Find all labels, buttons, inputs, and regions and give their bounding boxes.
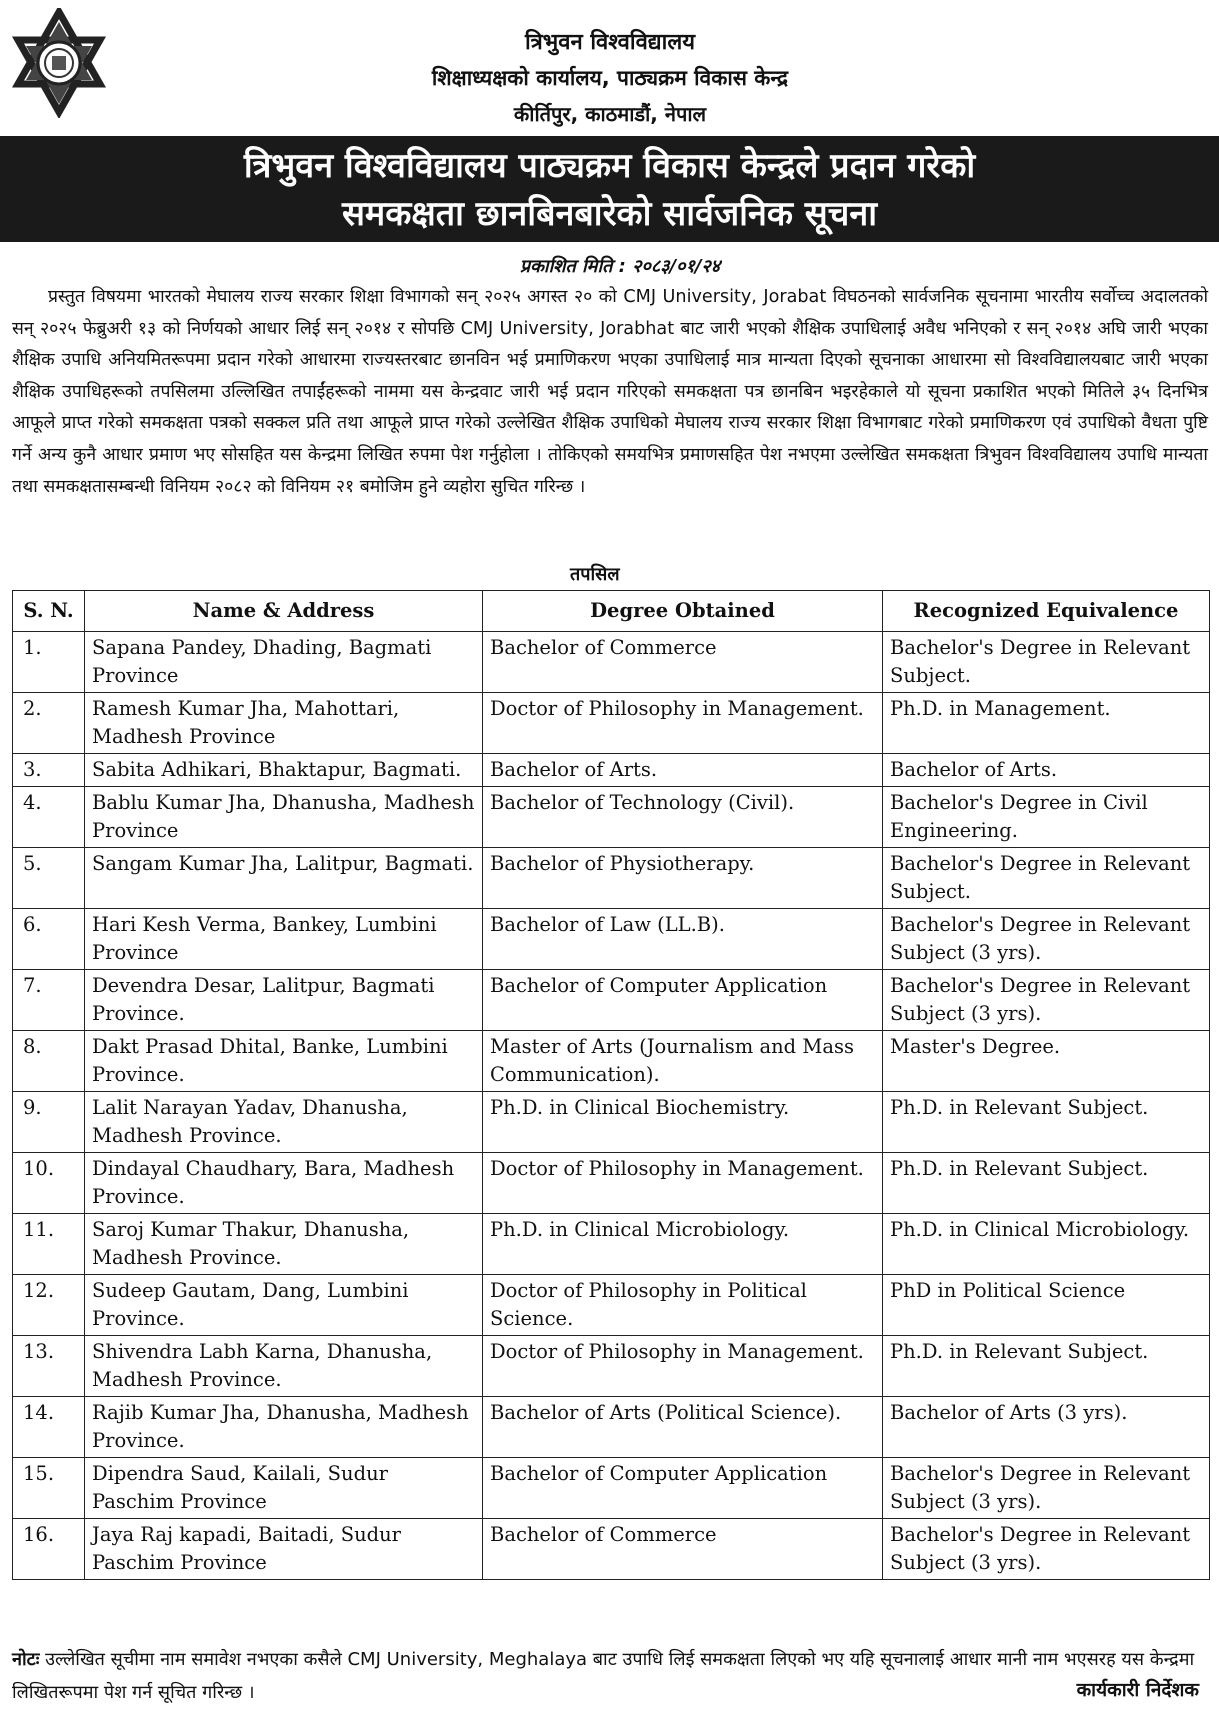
table-row — [13, 1397, 1210, 1458]
row-name-address: Shivendra Labh Karna, Dhanusha, Madhesh Province. — [85, 1336, 483, 1397]
row-name-address: Dindayal Chaudhary, Bara, Madhesh Province. — [85, 1153, 483, 1214]
row-degree: Doctor of Philosophy in Political Science. — [483, 1275, 883, 1336]
table-row — [13, 848, 1210, 909]
table-row — [13, 787, 1210, 848]
column-header-degree: Degree Obtained — [483, 591, 883, 632]
row-serial: 2. — [13, 693, 85, 754]
row-equivalence: Master's Degree. — [883, 1031, 1210, 1092]
table-row — [13, 970, 1210, 1031]
row-serial: 16. — [13, 1519, 85, 1580]
row-equivalence: Bachelor's Degree in Relevant Subject (3 yrs). — [883, 1458, 1210, 1519]
university-name: त्रिभुवन विश्वविद्यालय — [524, 30, 696, 55]
table-row — [13, 1092, 1210, 1153]
column-header-name: Name & Address — [85, 591, 483, 632]
table-row — [13, 909, 1210, 970]
row-serial: 14. — [13, 1397, 85, 1458]
row-degree: Bachelor of Arts (Political Science). — [483, 1397, 883, 1458]
row-degree: Doctor of Philosophy in Management. — [483, 1153, 883, 1214]
row-equivalence: Ph.D. in Clinical Microbiology. — [883, 1214, 1210, 1275]
row-equivalence: Bachelor of Arts. — [883, 754, 1210, 787]
row-name-address: Sapana Pandey, Dhading, Bagmati Province — [85, 632, 483, 693]
table-header-row — [13, 591, 1210, 632]
row-name-address: Sudeep Gautam, Dang, Lumbini Province. — [85, 1275, 483, 1336]
footnote-text: उल्लेखित सूचीमा नाम समावेश नभएका कसैले CMJ University, Meghalaya बाट उपाधि लिई समकक्षता लिएको भए यहि सूचनालाई आधार मानी नाम भएसरह यस केन्द्रमा लिखितरूपमा पेश गर्न सूचित गरिन्छ । — [12, 1649, 1195, 1703]
row-degree: Bachelor of Computer Application — [483, 1458, 883, 1519]
table-row — [13, 693, 1210, 754]
row-name-address: Devendra Desar, Lalitpur, Bagmati Province. — [85, 970, 483, 1031]
row-degree: Bachelor of Commerce — [483, 1519, 883, 1580]
row-equivalence: Bachelor's Degree in Relevant Subject (3 yrs). — [883, 970, 1210, 1031]
row-serial: 8. — [13, 1031, 85, 1092]
row-name-address: Dakt Prasad Dhital, Banke, Lumbini Province. — [85, 1031, 483, 1092]
row-serial: 13. — [13, 1336, 85, 1397]
row-name-address: Sangam Kumar Jha, Lalitpur, Bagmati. — [85, 848, 483, 909]
table-row — [13, 1031, 1210, 1092]
row-name-address: Hari Kesh Verma, Bankey, Lumbini Province — [85, 909, 483, 970]
table-row — [13, 1214, 1210, 1275]
row-equivalence: Bachelor's Degree in Relevant Subject (3 yrs). — [883, 1519, 1210, 1580]
row-degree: Bachelor of Law (LL.B). — [483, 909, 883, 970]
row-name-address: Jaya Raj kapadi, Baitadi, Sudur Paschim Province — [85, 1519, 483, 1580]
row-name-address: Saroj Kumar Thakur, Dhanusha, Madhesh Province. — [85, 1214, 483, 1275]
row-serial: 7. — [13, 970, 85, 1031]
equivalence-table — [12, 590, 1210, 1580]
row-degree: Bachelor of Computer Application — [483, 970, 883, 1031]
row-serial: 12. — [13, 1275, 85, 1336]
row-equivalence: Ph.D. in Relevant Subject. — [883, 1092, 1210, 1153]
row-name-address: Lalit Narayan Yadav, Dhanusha, Madhesh Province. — [85, 1092, 483, 1153]
table-row — [13, 1336, 1210, 1397]
row-degree: Bachelor of Physiotherapy. — [483, 848, 883, 909]
schedule-heading: तपसिल — [570, 564, 620, 585]
row-degree: Doctor of Philosophy in Management. — [483, 1336, 883, 1397]
row-equivalence: Bachelor's Degree in Civil Engineering. — [883, 787, 1210, 848]
row-serial: 9. — [13, 1092, 85, 1153]
row-equivalence: Bachelor's Degree in Relevant Subject (3 yrs). — [883, 909, 1210, 970]
row-serial: 15. — [13, 1458, 85, 1519]
published-date: प्रकाशित मिति : २०८३/०१/२४ — [519, 256, 721, 277]
row-degree: Doctor of Philosophy in Management. — [483, 693, 883, 754]
signatory-title: कार्यकारी निर्देशक — [1076, 1679, 1199, 1701]
row-serial: 1. — [13, 632, 85, 693]
table-row — [13, 1153, 1210, 1214]
row-equivalence: PhD in Political Science — [883, 1275, 1210, 1336]
table-row — [13, 632, 1210, 693]
row-name-address: Rajib Kumar Jha, Dhanusha, Madhesh Province. — [85, 1397, 483, 1458]
notice-title-line2: समकक्षता छानबिनबारेको सार्वजनिक सूचना — [341, 194, 878, 234]
row-equivalence: Bachelor's Degree in Relevant Subject. — [883, 632, 1210, 693]
notice-title-banner — [0, 136, 1219, 242]
row-equivalence: Ph.D. in Relevant Subject. — [883, 1336, 1210, 1397]
row-equivalence: Ph.D. in Management. — [883, 693, 1210, 754]
notice-title-line1: त्रिभुवन विश्वविद्यालय पाठ्यक्रम विकास केन्द्रले प्रदान गरेको — [243, 146, 976, 186]
row-equivalence: Bachelor's Degree in Relevant Subject. — [883, 848, 1210, 909]
row-serial: 6. — [13, 909, 85, 970]
row-degree: Bachelor of Commerce — [483, 632, 883, 693]
row-degree: Ph.D. in Clinical Biochemistry. — [483, 1092, 883, 1153]
row-serial: 11. — [13, 1214, 85, 1275]
row-name-address: Dipendra Saud, Kailali, Sudur Paschim Province — [85, 1458, 483, 1519]
row-serial: 3. — [13, 754, 85, 787]
table-row — [13, 1275, 1210, 1336]
footnote — [12, 1643, 1208, 1709]
row-serial: 5. — [13, 848, 85, 909]
row-name-address: Ramesh Kumar Jha, Mahottari, Madhesh Province — [85, 693, 483, 754]
table-row — [13, 754, 1210, 787]
office-name: शिक्षाध्यक्षको कार्यालय, पाठ्यक्रम विकास केन्द्र — [431, 66, 789, 90]
row-degree: Ph.D. in Clinical Microbiology. — [483, 1214, 883, 1275]
row-name-address: Bablu Kumar Jha, Dhanusha, Madhesh Province — [85, 787, 483, 848]
row-degree: Master of Arts (Journalism and Mass Communication). — [483, 1031, 883, 1092]
row-degree: Bachelor of Technology (Civil). — [483, 787, 883, 848]
row-equivalence: Bachelor of Arts (3 yrs). — [883, 1397, 1210, 1458]
row-name-address: Sabita Adhikari, Bhaktapur, Bagmati. — [85, 754, 483, 787]
column-header-equivalence: Recognized Equivalence — [883, 591, 1210, 632]
row-serial: 4. — [13, 787, 85, 848]
notice-body: प्रस्तुत विषयमा भारतको मेघालय राज्य सरकार शिक्षा विभागको सन् २०२५ अगस्त २० को CMJ University, Jorabat विघठनको सार्वजनिक सूचनामा भारतीय सर्वोच्च अदालतको सन् २०२५ फेब्रुअरी १३ को निर्णयको आधार लिई सन् २०१४ र सोपछि CMJ University, Jorabhat बाट जारी भएको शैक्षिक उपाधिलाई अवैध भनिएको र सन् २०१४ अघि जारी भएका शैक्षिक उपाधि अनियमितरूपमा प्रदान गरेको आधारमा राज्यस्तरबाट छानविन भई प्रमाणिकरण भएका उपाधिलाई मात्र मान्यता दिएको सूचनाका आधारमा सो विश्वविद्यालयबाट जारी भएका शैक्षिक उपाधिहरूको तपसिलमा उल्लिखित तपाईंहरूको नाममा यस केन्द्रवाट जारी भई प्रदान गरिएको समकक्षता पत्र छानबिन भइरहेकाले यो सूचना प्रकाशित भएको मितिले ३५ दिनभित्र आफूले प्राप्त गरेको समकक्षता पत्रको सक्कल प्रति तथा आफूले प्राप्त गरेको उल्लेखित शैक्षिक उपाधिको मेघालय राज्य सरकार शिक्षा विभागबाट गरेको प्रमाणिकरण एवं उपाधिको वैधता पुष्टि गर्ने अन्य कुनै आधार प्रमाण भए सोसहित यस केन्द्रमा लिखित रुपमा पेश गर्नुहोला । तोकिएको समयभित्र प्रमाणसहित पेश नभएमा उल्लेखित समकक्षता त्रिभुवन विश्वविद्यालय उपाधि मान्यता तथा समकक्षतासम्बन्धी विनियम २०८२ को विनियम २१ बमोजिम हुने व्यहोरा सुचित गरिन्छ । — [12, 287, 1208, 497]
row-degree: Bachelor of Arts. — [483, 754, 883, 787]
row-equivalence: Ph.D. in Relevant Subject. — [883, 1153, 1210, 1214]
row-serial: 10. — [13, 1153, 85, 1214]
column-header-sn: S. N. — [13, 591, 85, 632]
footnote-label: नोटः — [12, 1649, 40, 1670]
office-location: कीर्तिपुर, काठमाडौं, नेपाल — [513, 102, 707, 126]
table-row — [13, 1519, 1210, 1580]
table-row — [13, 1458, 1210, 1519]
university-emblem-icon — [12, 8, 106, 118]
